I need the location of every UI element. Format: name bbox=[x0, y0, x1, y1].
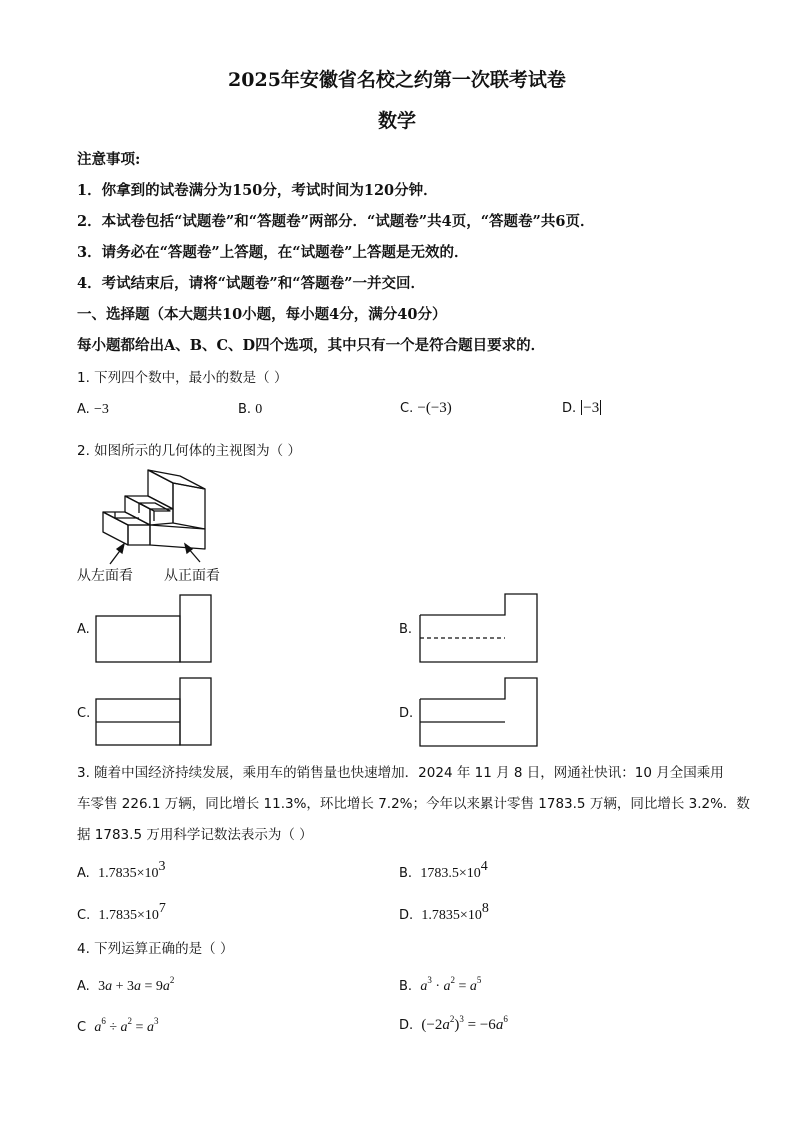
q1-c-value: −(−3) bbox=[417, 400, 452, 416]
q1-b-label: B. bbox=[238, 402, 252, 417]
q1-d-number: 3 bbox=[591, 400, 600, 416]
q2-stem: 2. 如图所示的几何体的主视图为（ ） bbox=[77, 443, 301, 459]
section-heading: 一、选择题（本大题共10小题，每小题4分，满分40分） bbox=[77, 306, 447, 323]
q3-option-b bbox=[399, 859, 488, 882]
q3-a-exponent: 3 bbox=[158, 859, 166, 874]
q2-option-a-figure bbox=[95, 594, 213, 664]
q1-d-label: D. bbox=[562, 401, 577, 416]
notes-heading: 注意事项: bbox=[77, 151, 141, 168]
q3-line-1: 3. 随着中国经济持续发展，乘用车的销售量也快速增加．2024 年 11 月 8 日，网通社快讯：10 月全国乘用 bbox=[77, 765, 724, 781]
q4-d-label: D. bbox=[399, 1018, 414, 1033]
q2-front-view-label: 从正面看 bbox=[164, 568, 220, 584]
abs-bar-left bbox=[581, 400, 582, 415]
q1-a-label: A. bbox=[77, 402, 90, 417]
q4-option-b bbox=[399, 975, 481, 995]
q3-option-c bbox=[77, 901, 166, 924]
q3-c-label: C. bbox=[77, 908, 91, 923]
notes-item-1: 1．你拿到的试卷满分为150分，考试时间为120分钟． bbox=[77, 182, 438, 199]
q4-c-label: C bbox=[77, 1020, 87, 1035]
q2-b-label: B. bbox=[399, 622, 413, 637]
notes-item-2: 2．本试卷包括“试题卷”和“答题卷”两部分．“试题卷”共4页，“答题卷”共6页． bbox=[77, 213, 595, 230]
q4-a-label: A. bbox=[77, 979, 90, 994]
abs-bar-right bbox=[600, 400, 601, 415]
q1-a-value: −3 bbox=[93, 402, 109, 417]
section-instruction: 每小题都给出A、B、C、D四个选项，其中只有一个是符合题目要求的． bbox=[77, 337, 546, 354]
q4-option-c bbox=[77, 1016, 158, 1036]
q3-option-d bbox=[399, 901, 489, 924]
q3-b-exponent: 4 bbox=[480, 859, 488, 874]
exam-title: 2025年安徽省名校之约第一次联考试卷 bbox=[228, 69, 566, 91]
subject-title: 数学 bbox=[377, 110, 416, 132]
q3-c-exponent: 7 bbox=[158, 901, 166, 916]
q2-d-label: D. bbox=[399, 706, 414, 721]
q1-c-label: C. bbox=[400, 401, 414, 416]
q2-c-label: C. bbox=[77, 706, 91, 721]
q3-c-value: 1.7835×10 bbox=[98, 908, 159, 923]
q1-option-c bbox=[400, 400, 452, 417]
q4-b-formula: $a^3 \cdot a^2 = a^5$ bbox=[420, 975, 482, 994]
q3-b-value: 1783.5×10 bbox=[420, 866, 481, 881]
q3-a-value: 1.7835×10 bbox=[98, 866, 159, 881]
q4-stem: 4. 下列运算正确的是（ ） bbox=[77, 941, 234, 957]
q3-d-label: D. bbox=[399, 908, 414, 923]
q3-line-2: 车零售 226.1 万辆，同比增长 11.3%，环比增长 7.2%；今年以来累计零售 1783.5 万辆，同比增长 3.2%．数 bbox=[77, 796, 750, 812]
q2-option-d-figure bbox=[419, 677, 539, 749]
q3-d-value: 1.7835×10 bbox=[421, 908, 482, 923]
q4-d-formula: $(-2a^2)^3 = -6a^6$ bbox=[421, 1014, 508, 1033]
q4-b-label: B. bbox=[399, 979, 413, 994]
notes-item-4: 4．考试结束后，请将“试题卷”和“答题卷”一并交回． bbox=[77, 275, 425, 292]
notes-item-3: 3．请务必在“答题卷”上答题，在“试题卷”上答题是无效的． bbox=[77, 244, 469, 261]
q3-line-3: 据 1783.5 万用科学记数法表示为（ ） bbox=[77, 827, 313, 843]
q1-d-value: −3 bbox=[583, 400, 600, 416]
q2-option-b-figure bbox=[419, 593, 539, 665]
q4-option-a bbox=[77, 975, 174, 995]
q1-b-value: 0 bbox=[255, 402, 263, 417]
q1-option-a bbox=[77, 402, 109, 418]
q4-c-formula: $a^6 \div a^2 = a^3$ bbox=[94, 1016, 159, 1035]
q1-option-b bbox=[238, 402, 262, 418]
q1-stem: 1. 下列四个数中，最小的数是（ ） bbox=[77, 370, 288, 386]
q2-option-c-figure bbox=[95, 677, 213, 747]
q4-a-formula: $3a + 3a = 9a^2$ bbox=[98, 975, 175, 994]
q4-option-d bbox=[399, 1014, 508, 1034]
q3-d-exponent: 8 bbox=[481, 901, 489, 916]
q1-option-d bbox=[562, 400, 602, 417]
q2-left-view-label: 从左面看 bbox=[77, 568, 133, 584]
q2-a-label: A. bbox=[77, 622, 90, 637]
q3-option-a bbox=[77, 859, 165, 882]
q3-b-label: B. bbox=[399, 866, 413, 881]
q3-a-label: A. bbox=[77, 866, 90, 881]
arrow-left-head bbox=[117, 544, 124, 553]
